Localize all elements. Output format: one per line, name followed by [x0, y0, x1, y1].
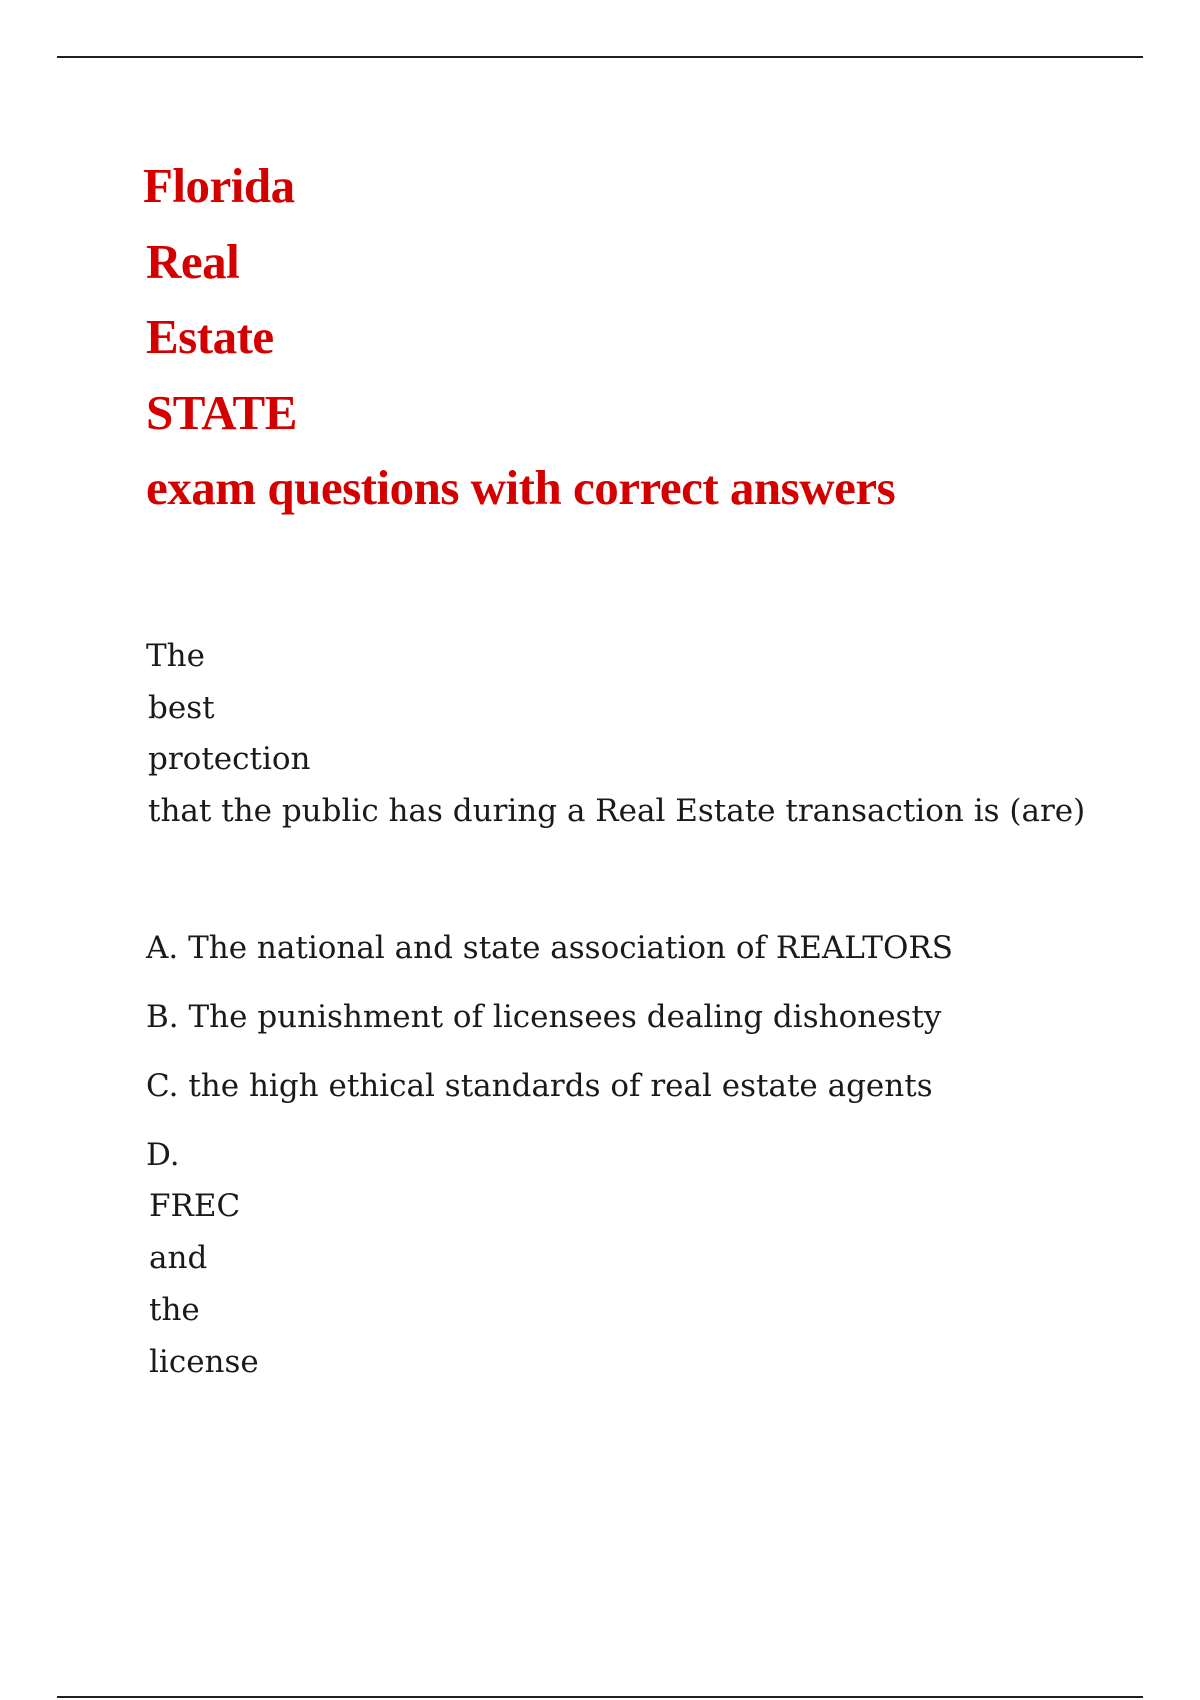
question-line-4: that the public has during a Real Estate transaction is (are)	[148, 793, 1086, 830]
option-d	[146, 1130, 953, 1388]
option-d-word-2: and	[149, 1240, 208, 1276]
option-d-word-1: FREC	[149, 1188, 241, 1224]
question-line-3: protection	[148, 741, 311, 778]
top-rule	[57, 56, 1143, 58]
bottom-rule	[57, 1696, 1143, 1698]
question-line-2: best	[148, 689, 215, 726]
question-text	[148, 631, 1085, 838]
answer-options	[146, 923, 953, 1388]
question-line-1: The	[146, 638, 205, 674]
option-c: C. the high ethical standards of real estate agents	[146, 1068, 933, 1104]
option-d-word-4: license	[149, 1344, 259, 1380]
option-d-text	[149, 1180, 953, 1388]
option-b: B. The punishment of licensees dealing dishonesty	[146, 999, 942, 1035]
option-a: A. The national and state association of REALTORS	[146, 930, 953, 966]
title-line-1: Florida	[143, 158, 295, 213]
title-line-2: Real	[146, 233, 240, 289]
document-title	[143, 148, 896, 526]
option-d-letter: D.	[146, 1137, 180, 1173]
option-d-word-3: the	[149, 1292, 200, 1328]
title-line-3: Estate	[146, 309, 274, 364]
title-line-5: exam questions with correct answers	[146, 460, 896, 515]
title-line-4: STATE	[146, 384, 297, 440]
